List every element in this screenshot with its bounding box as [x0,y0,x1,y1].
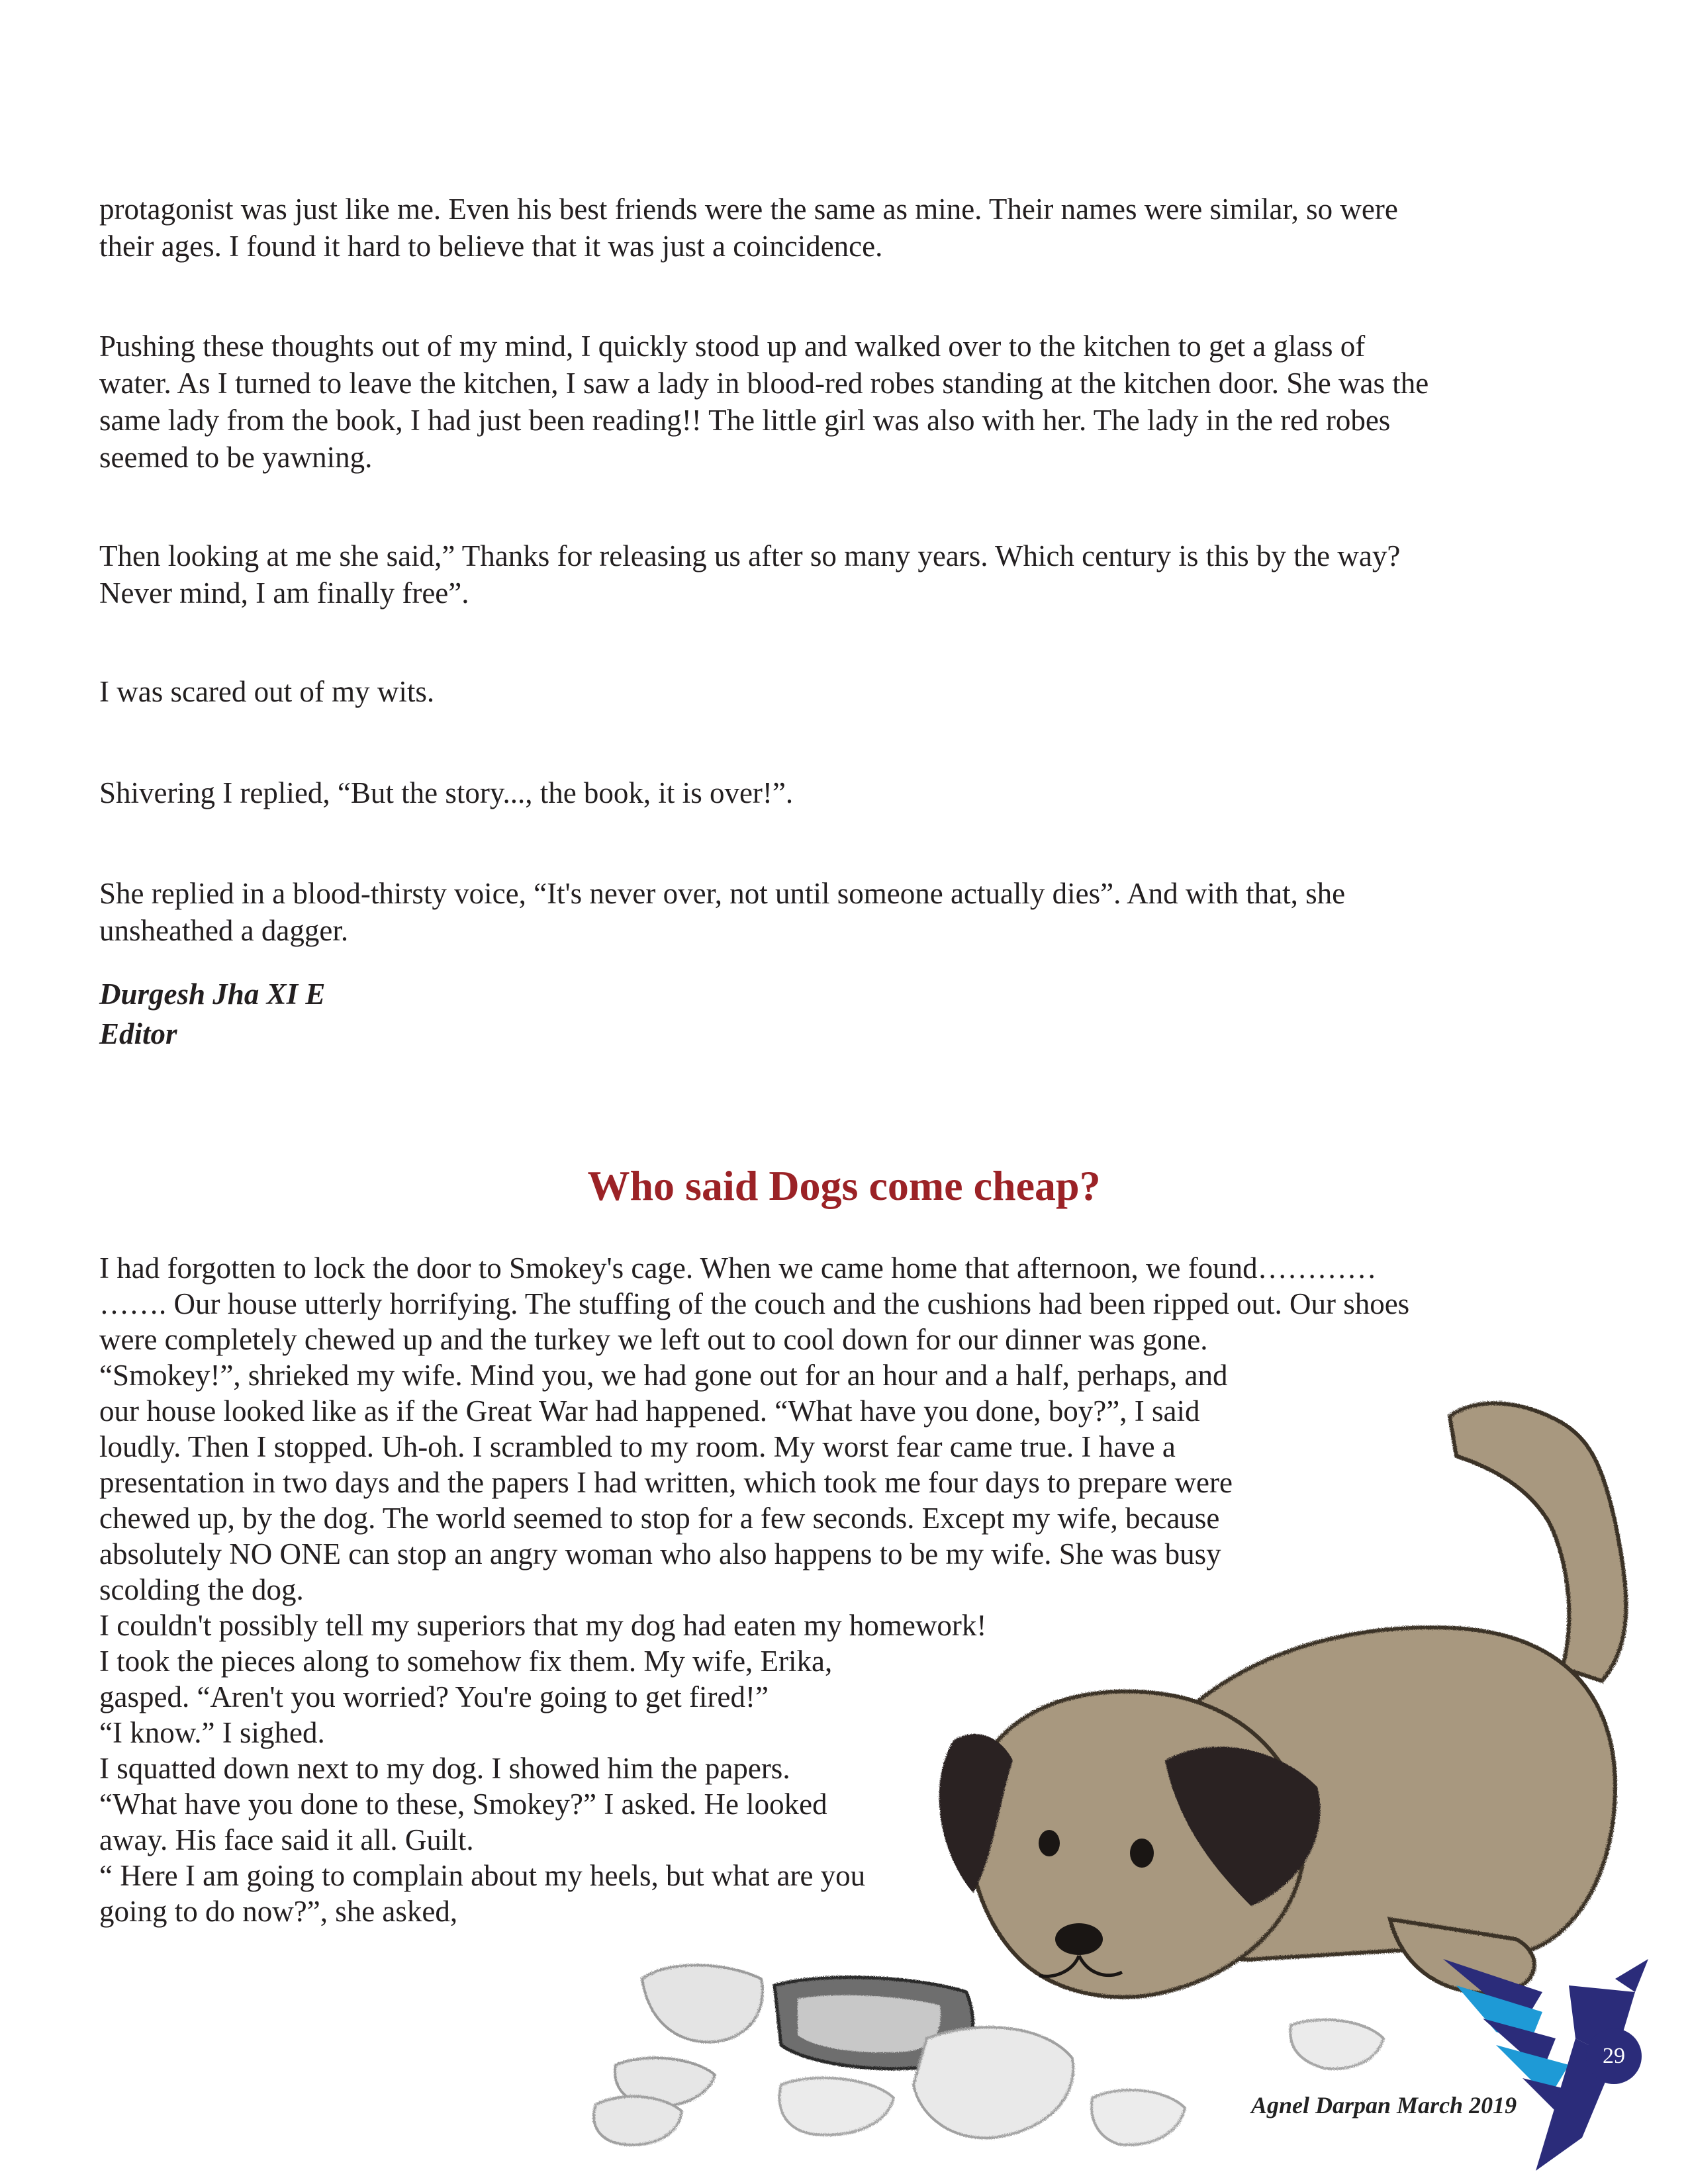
text-line: I had forgotten to lock the door to Smokey's cage. When we came home that afternoon, we found………… [99,1251,1377,1285]
text-line: presentation in two days and the papers I had written, which took me four days to prepare were [99,1466,1233,1499]
text-line: water. As I turned to leave the kitchen, I saw a lady in blood-red robes standing at the kitchen door. She was the [99,367,1429,400]
text-line: Pushing these thoughts out of my mind, I quickly stood up and walked over to the kitchen to get a glass of [99,330,1366,363]
text-line: same lady from the book, I had just been reading!! The little girl was also with her. The lady in the red robes [99,404,1391,437]
text-line: “What have you done to these, Smokey?” I asked. He looked [99,1788,827,1821]
text-line: I squatted down next to my dog. I showed him the papers. [99,1752,790,1785]
text-line: gasped. “Aren't you worried? You're going to get fired!” [99,1680,769,1713]
story-title: Who said Dogs come cheap? [587,1162,1101,1209]
text-line: chewed up, by the dog. The world seemed to stop for a few seconds. Except my wife, because [99,1502,1220,1535]
text-line: Then looking at me she said,” Thanks for releasing us after so many years. Which century is this by the way? [99,539,1401,572]
text-line: Shivering I replied, “But the story..., the book, it is over!”. [99,776,794,809]
text-line: She replied in a blood-thirsty voice, “It's never over, not until someone actually dies”. And with that, she [99,877,1346,910]
text-line: protagonist was just like me. Even his best friends were the same as mine. Their names were similar, so were [99,193,1398,226]
text-line: scolding the dog. [99,1573,304,1606]
text-line: unsheathed a dagger. [99,914,349,947]
text-line: going to do now?”, she asked, [99,1895,458,1928]
text-line: seemed to be yawning. [99,441,373,474]
text-line: their ages. I found it hard to believe that it was just a coincidence. [99,230,883,263]
text-line: ……. Our house utterly horrifying. The stuffing of the couch and the cushions had been ripped out. Our shoes [99,1287,1410,1320]
text-line: loudly. Then I stopped. Uh-oh. I scrambled to my room. My worst fear came true. I have a [99,1430,1176,1463]
magazine-footer: Agnel Darpan March 2019 [1251,2092,1517,2118]
text-line: Never mind, I am finally free”. [99,576,469,610]
text-line: our house looked like as if the Great War had happened. “What have you done, boy?”, I said [99,1394,1200,1428]
text-line: I took the pieces along to somehow fix them. My wife, Erika, [99,1645,833,1678]
author-name: Durgesh Jha XI E [99,978,326,1011]
text-line: absolutely NO ONE can stop an angry woman who also happens to be my wife. She was busy [99,1537,1221,1570]
text-line: “Smokey!”, shrieked my wife. Mind you, we had gone out for an hour and a half, perhaps, and [99,1359,1228,1392]
page-number: 29 [1603,2044,1625,2068]
author-role: Editor [99,1017,177,1050]
text-line: “ Here I am going to complain about my heels, but what are you [99,1859,866,1892]
text-line: “I know.” I sighed. [99,1716,325,1749]
text-line: I couldn't possibly tell my superiors that my dog had eaten my homework! [99,1609,987,1642]
text-line: away. His face said it all. Guilt. [99,1823,474,1856]
text-line: I was scared out of my wits. [99,675,435,708]
text-line: were completely chewed up and the turkey we left out to cool down for our dinner was gone. [99,1323,1208,1356]
